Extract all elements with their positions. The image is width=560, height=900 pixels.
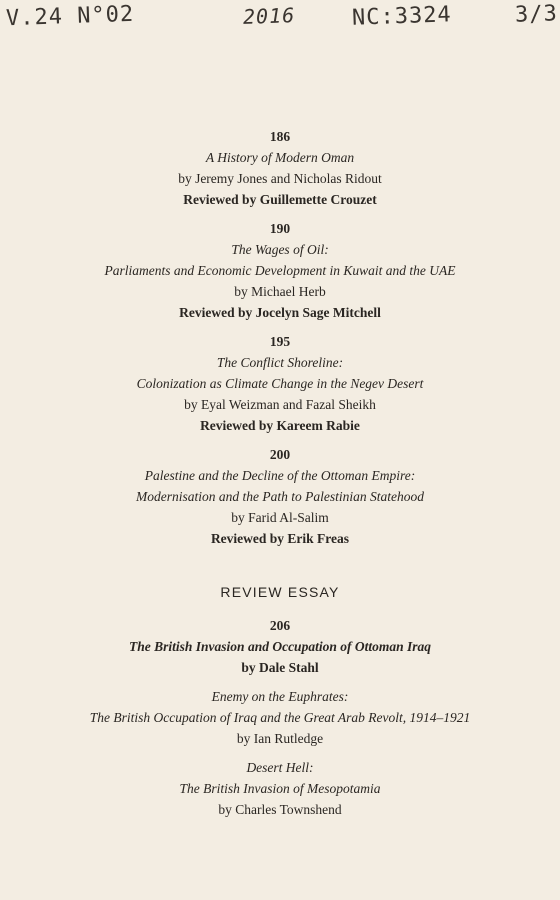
reviewer: Reviewed by Jocelyn Sage Mitchell <box>179 305 381 320</box>
review-essay-entry <box>0 615 560 820</box>
review-entry <box>0 218 560 323</box>
handwritten-annotations <box>0 0 560 60</box>
review-entry <box>0 444 560 549</box>
book-authors: by Jeremy Jones and Nicholas Ridout <box>178 171 382 186</box>
book-authors: by Eyal Weizman and Fazal Sheikh <box>184 397 376 412</box>
book-title-line: The Wages of Oil: <box>231 242 329 257</box>
essay-title: The British Invasion and Occupation of Ottoman Iraq <box>129 639 431 654</box>
handwritten-catalog-number: NC:3324 <box>351 2 453 31</box>
reviewer: Reviewed by Erik Freas <box>210 531 350 546</box>
book-subtitle-line: The British Invasion of Mesopotamia <box>179 781 381 796</box>
page-number: 186 <box>269 129 291 144</box>
reviewer: Reviewed by Guillemette Crouzet <box>183 192 377 207</box>
book-title-line: The Conflict Shoreline: <box>216 355 344 370</box>
page-number: 190 <box>269 221 291 236</box>
book-authors: by Charles Townshend <box>218 802 342 817</box>
book-subtitle-line: Modernisation and the Path to Palestinian Statehood <box>136 489 424 504</box>
review-entry <box>0 331 560 436</box>
page-number: 200 <box>269 447 291 462</box>
book-title-line: Desert Hell: <box>246 760 314 775</box>
handwritten-volume: V.24 N°02 <box>5 1 135 32</box>
page-number: 195 <box>269 334 291 349</box>
book-subtitle-line: Parliaments and Economic Development in Kuwait and the UAE <box>104 263 456 278</box>
book-title-line: A History of Modern Oman <box>205 150 355 165</box>
book-authors: by Michael Herb <box>234 284 326 299</box>
book-authors: by Ian Rutledge <box>236 731 324 746</box>
essay-author: by Dale Stahl <box>241 660 319 675</box>
handwritten-copy-count: 3/3 <box>514 1 559 28</box>
handwritten-year: 2016 <box>242 3 296 29</box>
book-title-line: Enemy on the Euphrates: <box>211 689 349 704</box>
book-subtitle-line: The British Occupation of Iraq and the Great Arab Revolt, 1914–1921 <box>89 710 471 725</box>
book-authors: by Farid Al-Salim <box>231 510 329 525</box>
section-heading: REVIEW ESSAY <box>220 584 340 600</box>
contents-list <box>0 126 560 828</box>
page-number: 206 <box>269 618 291 633</box>
reviewed-book <box>0 686 560 749</box>
reviewer: Reviewed by Kareem Rabie <box>200 418 360 433</box>
reviewed-book <box>0 757 560 820</box>
book-title-line: Palestine and the Decline of the Ottoman Empire: <box>144 468 416 483</box>
review-entry <box>0 126 560 210</box>
book-subtitle-line: Colonization as Climate Change in the Negev Desert <box>136 376 424 391</box>
